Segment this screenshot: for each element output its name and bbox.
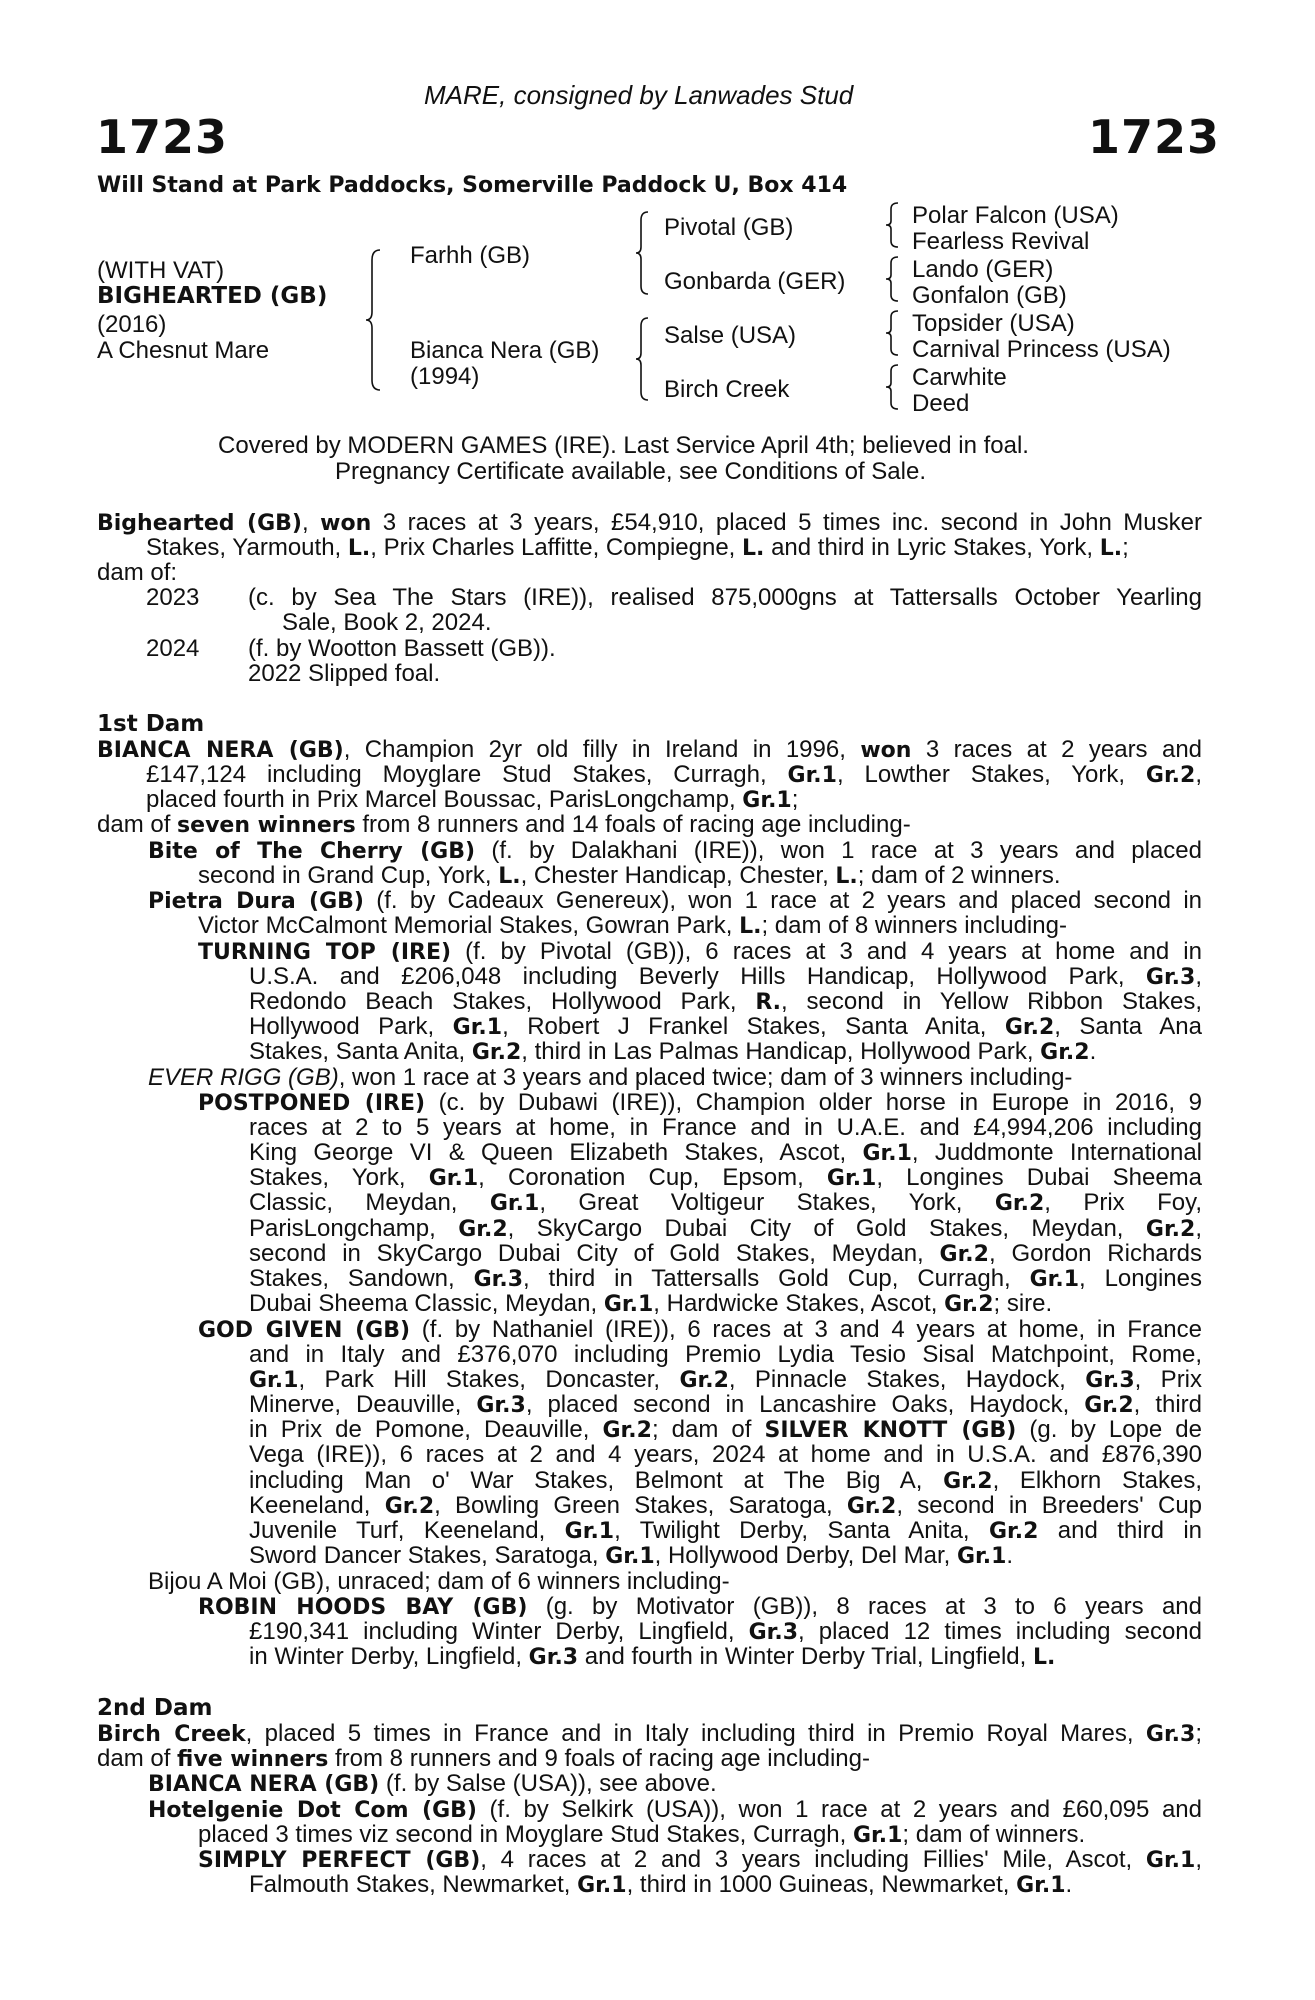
text-line: Hotelgenie Dot Com (GB) (f. by Selkirk (USA)), won 1 race at 2 years and £60,095 and [148,1796,1202,1823]
text-line: Bighearted (GB), won 3 races at 3 years, £54,910, placed 5 times inc. second in John Musker [97,509,1202,536]
sire-sire: Pivotal (GB) [664,214,794,241]
text-line: Falmouth Stakes, Newmarket, Gr.1, third in 1000 Guineas, Newmarket, Gr.1. [249,1871,1073,1898]
text-line: Classic, Meydan, Gr.1, Great Voltigeur Stakes, York, Gr.2, Prix Foy, [249,1189,1202,1216]
ancestor: Carnival Princess (USA) [912,336,1171,363]
text-line: dam of five winners from 8 runners and 9 foals of racing age including- [97,1745,870,1772]
dam-sire: Salse (USA) [664,322,797,349]
text-line: Victor McCalmont Memorial Stakes, Gowran Park, L.; dam of 8 winners including- [198,912,1067,939]
ancestor: Gonfalon (GB) [912,282,1067,309]
pedigree-brace [886,203,900,247]
text-line: EVER RIGG (GB), won 1 race at 3 years and placed twice; dam of 3 winners including- [148,1064,1073,1091]
lot-number-right: 1723 [1088,110,1221,164]
ancestor: Carwhite [912,364,1007,391]
ancestor: Topsider (USA) [912,310,1075,337]
text-line: second in SkyCargo Dubai City of Gold Stakes, Meydan, Gr.2, Gordon Richards [249,1240,1202,1267]
text-line: dam of seven winners from 8 runners and 14 foals of racing age including- [97,811,911,838]
text-line: Bite of The Cherry (GB) (f. by Dalakhani (IRE)), won 1 race at 3 years and placed [148,837,1202,864]
text-line: 2022 Slipped foal. [248,660,441,687]
horse-year: (2016) [97,311,167,338]
text-line: placed 3 times viz second in Moyglare Stud Stakes, Curragh, Gr.1; dam of winners. [198,1821,1086,1848]
text-line: £147,124 including Moyglare Stud Stakes, Curragh, Gr.1, Lowther Stakes, York, Gr.2, [146,761,1203,788]
text-line: Juvenile Turf, Keeneland, Gr.1, Twilight Derby, Santa Anita, Gr.2 and third in [249,1517,1202,1544]
ancestor: Fearless Revival [912,228,1090,255]
text-line: including Man o' War Stakes, Belmont at The Big A, Gr.2, Elkhorn Stakes, [249,1467,1202,1494]
dam-year: (1994) [410,363,480,390]
text-line: Minerve, Deauville, Gr.3, placed second in Lancashire Oaks, Haydock, Gr.2, third [249,1391,1203,1418]
text-line: in Winter Derby, Lingfield, Gr.3 and fourth in Winter Derby Trial, Lingfield, L. [249,1643,1056,1670]
text-line: King George VI & Queen Elizabeth Stakes, Ascot, Gr.1, Juddmonte International [249,1139,1202,1166]
lot-subtitle: MARE, consigned by Lanwades Stud [424,80,854,110]
text-line: in Prix de Pomone, Deauville, Gr.2; dam of SILVER KNOTT (GB) (g. by Lope de [249,1416,1202,1443]
text-line: Stakes, Yarmouth, L., Prix Charles Laffitte, Compiegne, L. and third in Lyric Stakes, York, L.; [146,534,1129,561]
stand-location: Will Stand at Park Paddocks, Somerville Paddock U, Box 414 [97,173,848,198]
text-line: U.S.A. and £206,048 including Beverly Hills Handicap, Hollywood Park, Gr.3, [249,963,1202,990]
section-heading-first-dam: 1st Dam [97,711,205,737]
text-line: POSTPONED (IRE) (c. by Dubawi (IRE)), Champion older horse in Europe in 2016, 9 [198,1089,1202,1116]
section-heading-second-dam: 2nd Dam [97,1695,213,1721]
text-line: Pietra Dura (GB) (f. by Cadeaux Genereux), won 1 race at 2 years and placed second in [148,887,1202,914]
text-line: races at 2 to 5 years at home, in France and in U.A.E. and £4,994,206 including [249,1114,1202,1141]
text-line: £190,341 including Winter Derby, Lingfield, Gr.3, placed 12 times including second [249,1618,1202,1645]
text-line: Redondo Beach Stakes, Hollywood Park, R., second in Yellow Ribbon Stakes, [249,988,1202,1015]
pedigree-brace [636,212,650,294]
text-line: Keeneland, Gr.2, Bowling Green Stakes, Saratoga, Gr.2, second in Breeders' Cup [249,1492,1203,1519]
text-line: Gr.1, Park Hill Stakes, Doncaster, Gr.2, Pinnacle Stakes, Haydock, Gr.3, Prix [249,1366,1203,1393]
dam-dam: Birch Creek [664,376,790,403]
text-line: BIANCA NERA (GB), Champion 2yr old filly in Ireland in 1996, won 3 races at 2 years and [97,736,1203,763]
text-line: Vega (IRE)), 6 races at 2 and 4 years, 2024 at home and in U.S.A. and £876,390 [249,1441,1202,1468]
pregnancy-note: Pregnancy Certificate available, see Conditions of Sale. [335,458,926,485]
text-line: Dubai Sheema Classic, Meydan, Gr.1, Hardwicke Stakes, Ascot, Gr.2; sire. [249,1290,1053,1317]
text-line: SIMPLY PERFECT (GB), 4 races at 2 and 3 years including Fillies' Mile, Ascot, Gr.1, [198,1846,1203,1873]
text-line: placed fourth in Prix Marcel Boussac, ParisLongchamp, Gr.1; [146,786,799,813]
pedigree-brace [886,365,900,409]
pedigree-brace [886,257,900,301]
pedigree-brace [886,311,900,355]
text-line: (c. by Sea The Stars (IRE)), realised 875,000gns at Tattersalls October Yearling [248,584,1202,611]
text-line: 2023 [146,584,200,611]
sire-name: Farhh (GB) [410,242,531,269]
text-line: second in Grand Cup, York, L., Chester Handicap, Chester, L.; dam of 2 winners. [198,862,1061,889]
text-line: (f. by Wootton Bassett (GB)). [248,635,556,662]
ancestor: Lando (GER) [912,256,1054,283]
pedigree-brace [636,318,650,400]
text-line: Stakes, Sandown, Gr.3, third in Tattersalls Gold Cup, Curragh, Gr.1, Longines [249,1265,1203,1292]
pedigree-brace [366,250,382,390]
text-line: ParisLongchamp, Gr.2, SkyCargo Dubai City of Gold Stakes, Meydan, Gr.2, [249,1215,1202,1242]
text-line: Bijou A Moi (GB), unraced; dam of 6 winners including- [148,1568,730,1595]
lot-number-left: 1723 [96,110,229,164]
text-line: Hollywood Park, Gr.1, Robert J Frankel Stakes, Santa Anita, Gr.2, Santa Ana [249,1013,1202,1040]
horse-description: A Chesnut Mare [97,337,270,364]
text-line: 2024 [146,635,200,662]
text-line: Sword Dancer Stakes, Saratoga, Gr.1, Hollywood Derby, Del Mar, Gr.1. [249,1542,1014,1569]
text-line: TURNING TOP (IRE) (f. by Pivotal (GB)), 6 races at 3 and 4 years at home and in [198,938,1202,965]
text-line: Stakes, York, Gr.1, Coronation Cup, Epsom, Gr.1, Longines Dubai Sheema [249,1164,1202,1191]
text-line: dam of: [97,559,178,586]
sire-dam: Gonbarda (GER) [664,268,846,295]
text-line: Sale, Book 2, 2024. [282,609,492,636]
vat-note: (WITH VAT) [97,257,225,284]
ancestor: Polar Falcon (USA) [912,202,1119,229]
text-line: Birch Creek, placed 5 times in France and in Italy including third in Premio Royal Mares, Gr.3; [97,1720,1202,1747]
horse-name: BIGHEARTED (GB) [97,283,328,309]
text-line: GOD GIVEN (GB) (f. by Nathaniel (IRE)), 6 races at 3 and 4 years at home, in France [198,1316,1202,1343]
text-line: Stakes, Santa Anita, Gr.2, third in Las Palmas Handicap, Hollywood Park, Gr.2. [249,1038,1097,1065]
ancestor: Deed [912,390,970,417]
text-line: BIANCA NERA (GB) (f. by Salse (USA)), see above. [148,1770,717,1797]
text-line: ROBIN HOODS BAY (GB) (g. by Motivator (GB)), 8 races at 3 to 6 years and [198,1593,1202,1620]
text-line: and in Italy and £376,070 including Premio Lydia Tesio Sisal Matchpoint, Rome, [249,1341,1202,1368]
covered-note: Covered by MODERN GAMES (IRE). Last Service April 4th; believed in foal. [218,432,1029,459]
dam-name: Bianca Nera (GB) [410,337,600,364]
